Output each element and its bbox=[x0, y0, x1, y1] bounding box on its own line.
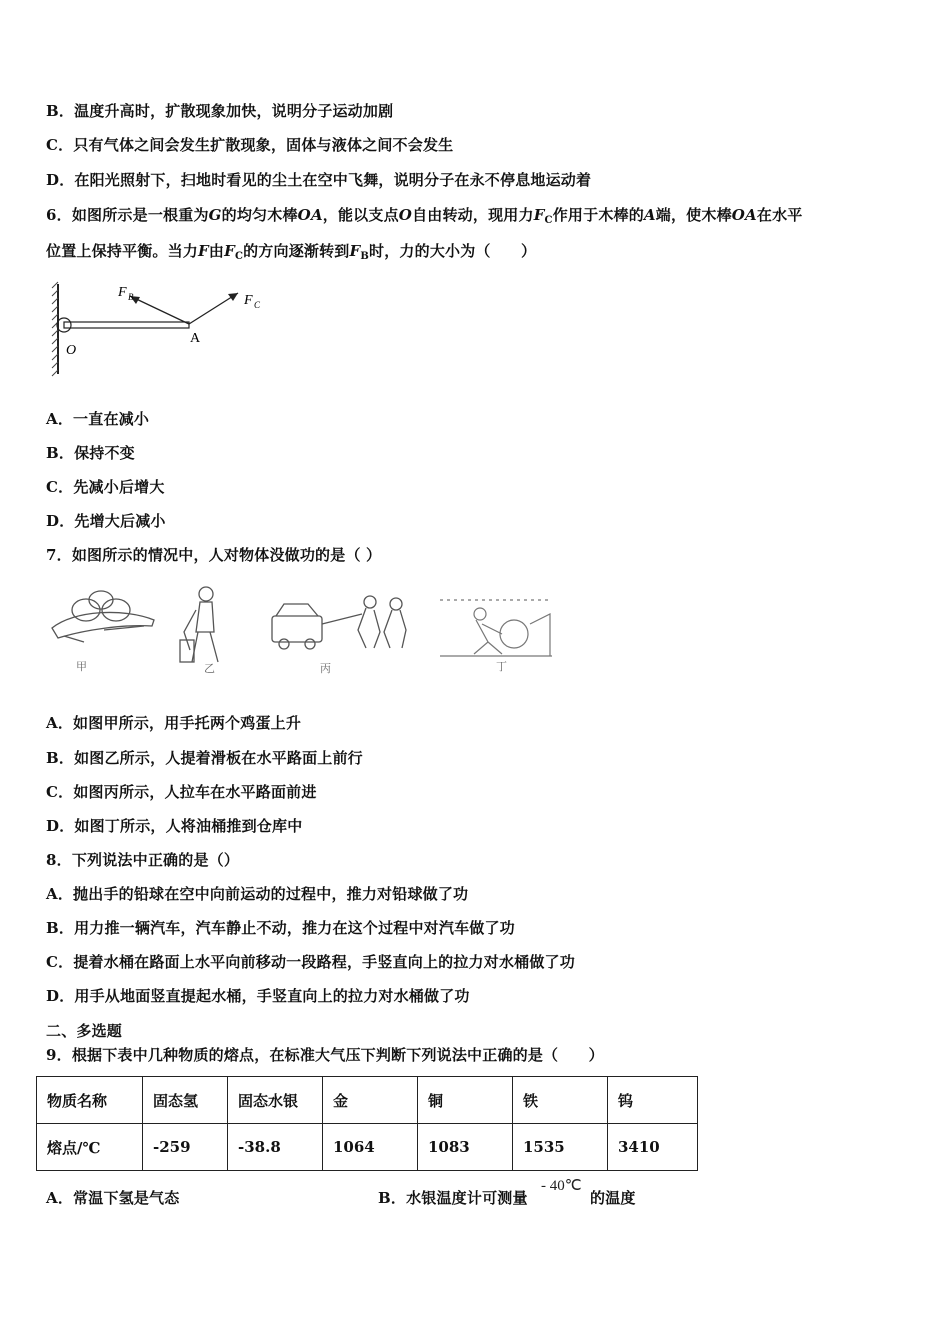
table-row bbox=[37, 1124, 698, 1171]
label-fc-sub: C bbox=[254, 300, 261, 310]
label-o: O bbox=[66, 343, 77, 358]
melting-point-table bbox=[36, 1076, 698, 1171]
force-fc-head bbox=[228, 293, 238, 301]
table-cell: 铜 bbox=[418, 1077, 513, 1124]
label-fc: F bbox=[244, 293, 253, 308]
table-cell: 铁 bbox=[513, 1077, 608, 1124]
q9-option-b-prefix: B．水银温度计可测量 bbox=[378, 1189, 528, 1207]
table-cell: 钨 bbox=[608, 1077, 698, 1124]
q8-stem: 8．下列说法中正确的是（） bbox=[46, 851, 240, 869]
label-fb-sub: B bbox=[128, 292, 134, 302]
q8-option-a: A．抛出手的铅球在空中向前运动的过程中，推力对铅球做了功 bbox=[46, 885, 469, 903]
q7-option-d: D．如图丁所示，人将油桶推到仓库中 bbox=[46, 817, 303, 835]
q9-option-a: A．常温下氢是气态 bbox=[46, 1189, 180, 1207]
q9-option-b-suffix: 的温度 bbox=[590, 1189, 636, 1207]
q6-option-c: C．先减小后增大 bbox=[46, 478, 165, 496]
q8-option-b: B．用力推一辆汽车，汽车静止不动，推力在这个过程中对汽车做了功 bbox=[46, 919, 515, 937]
figure-bing-pull-cart bbox=[272, 596, 406, 649]
table-cell: 1535 bbox=[513, 1124, 608, 1171]
table-cell: 熔点/℃ bbox=[37, 1124, 143, 1171]
table-header-row bbox=[37, 1077, 698, 1124]
q6-option-a: A．一直在减小 bbox=[46, 410, 150, 428]
q6-option-b: B．保持不变 bbox=[46, 444, 135, 462]
figure-jia-hand-eggs bbox=[52, 591, 154, 642]
label-a: A bbox=[190, 331, 201, 346]
q9-stem: 9．根据下表中几种物质的熔点，在标准大气压下判断下列说法中正确的是（ ） bbox=[46, 1046, 604, 1064]
figure-yi-person-skateboard bbox=[180, 587, 218, 662]
label-ding: 丁 bbox=[496, 660, 507, 673]
table-cell: 3410 bbox=[608, 1124, 698, 1171]
q7-stem: 7．如图所示的情况中，人对物体没做功的是（ ） bbox=[46, 546, 382, 564]
table-cell: 金 bbox=[323, 1077, 418, 1124]
q7-figure bbox=[44, 580, 554, 680]
q8-option-c: C．提着水桶在路面上水平向前移动一段路程，手竖直向上的拉力对水桶做了功 bbox=[46, 953, 575, 971]
label-jia: 甲 bbox=[76, 660, 87, 673]
label-fb: F bbox=[118, 285, 127, 300]
figure-ding-push-barrel bbox=[440, 600, 552, 656]
q7-option-b: B．如图乙所示，人提着滑板在水平路面上前行 bbox=[46, 749, 363, 767]
table-cell: 1064 bbox=[323, 1124, 418, 1171]
q5-option-d: D．在阳光照射下，扫地时看见的尘土在空中飞舞，说明分子在永不停息地运动着 bbox=[46, 171, 592, 189]
q5-option-b: B．温度升高时，扩散现象加快，说明分子运动加剧 bbox=[46, 102, 394, 120]
q8-option-d: D．用手从地面竖直提起水桶，手竖直向上的拉力对水桶做了功 bbox=[46, 987, 470, 1005]
section-multi-choice-heading: 二、多选题 bbox=[46, 1022, 123, 1040]
rod-oa bbox=[64, 322, 189, 328]
q6-option-d: D．先增大后减小 bbox=[46, 512, 166, 530]
q6-lever-figure bbox=[40, 278, 280, 378]
label-bing: 丙 bbox=[320, 662, 331, 675]
table-cell: 固态氢 bbox=[143, 1077, 228, 1124]
table-cell: -38.8 bbox=[228, 1124, 323, 1171]
label-yi: 乙 bbox=[204, 662, 215, 675]
table-cell: -259 bbox=[143, 1124, 228, 1171]
q7-option-c: C．如图丙所示，人拉车在水平路面前进 bbox=[46, 783, 317, 801]
table-cell: 固态水银 bbox=[228, 1077, 323, 1124]
q6-stem-line1: 6．如图所示是一根重为G的均匀木棒OA，能以支点O自由转动，现用力$F_C$作用于木棒的A端，使木棒OA在水平 bbox=[46, 206, 803, 226]
q5-option-c: C．只有气体之间会发生扩散现象，固体与液体之间不会发生 bbox=[46, 136, 454, 154]
table-cell: 物质名称 bbox=[37, 1077, 143, 1124]
table-cell: 1083 bbox=[418, 1124, 513, 1171]
q6-stem-line2: 位置上保持平衡。当力F由$F_C$的方向逐渐转到$F_B$时，力的大小为（ ） bbox=[46, 242, 537, 262]
q9-option-b-temperature: - 40℃ bbox=[541, 1178, 582, 1194]
force-fb-arrow bbox=[130, 296, 189, 324]
q7-option-a: A．如图甲所示，用手托两个鸡蛋上升 bbox=[46, 714, 302, 732]
